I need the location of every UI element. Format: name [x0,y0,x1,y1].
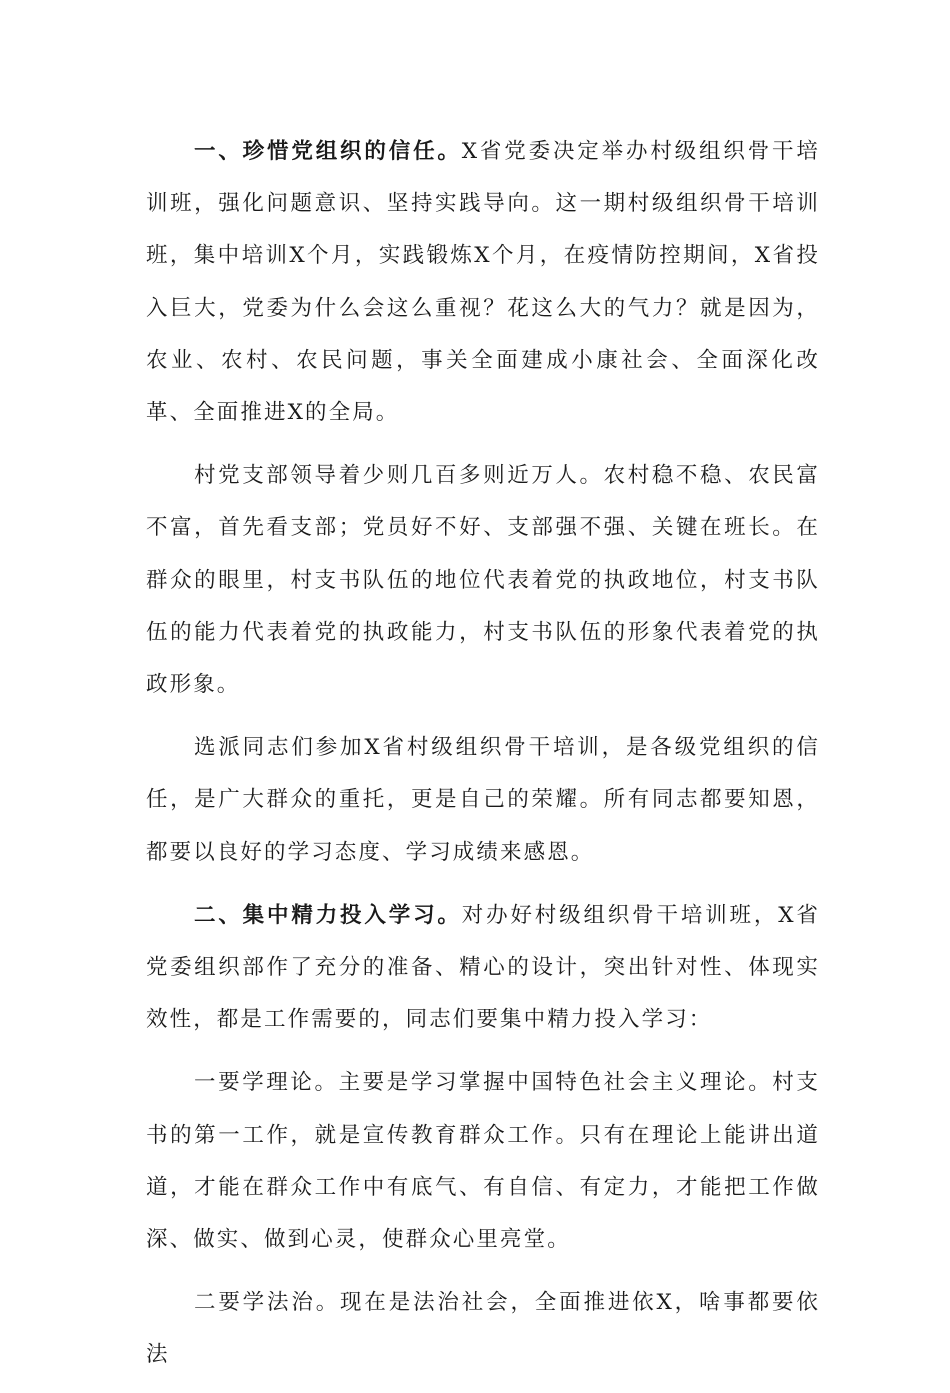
paragraph-6-text: 二要学法治。现在是法治社会，全面推进依X，啥事都要依法 [146,1290,820,1368]
paragraph-5-text: 一要学理论。主要是学习掌握中国特色社会主义理论。村支书的第一工作，就是宣传教育群众工作。只有在理论上能讲出道道，才能在群众工作中有底气、有自信、有定力，才能把工作做深、做实、做到心灵，使群众心里亮堂。 [146,1070,820,1253]
section-heading-2: 二、集中精力投入学习。 [194,902,462,928]
paragraph-3 [146,722,820,879]
paragraph-4 [146,890,820,1047]
paragraph-5 [146,1057,820,1266]
paragraph-3-text: 选派同志们参加X省村级组织骨干培训，是各级党组织的信任，是广大群众的重托，更是自己的荣耀。所有同志都要知恩，都要以良好的学习态度、学习成绩来感恩。 [146,735,820,865]
paragraph-4-text: 对办好村级组织骨干培训班，X省党委组织部作了充分的准备、精心的设计，突出针对性、体现实效性，都是工作需要的，同志们要集中精力投入学习： [146,902,820,1033]
document-page [146,126,820,1393]
paragraph-1 [146,126,820,439]
paragraph-1-text: X省党委决定举办村级组织骨干培训班，强化问题意识、坚持实践导向。这一期村级组织骨干培训班，集中培训X个月，实践锻炼X个月，在疫情防控期间，X省投入巨大，党委为什么会这么重视？花这么大的气力？就是因为，农业、农村、农民问题，事关全面建成小康社会、全面深化改革、全面推进X的全局。 [146,139,820,426]
paragraph-6 [146,1277,820,1381]
section-heading-1: 一、珍惜党组织的信任。 [194,139,462,164]
paragraph-2 [146,450,820,711]
paragraph-2-text: 村党支部领导着少则几百多则近万人。农村稳不稳、农民富不富，首先看支部；党员好不好、支部强不强、关键在班长。在群众的眼里，村支书队伍的地位代表着党的执政地位，村支书队伍的能力代表着党的执政能力，村支书队伍的形象代表着党的执政形象。 [146,463,820,698]
